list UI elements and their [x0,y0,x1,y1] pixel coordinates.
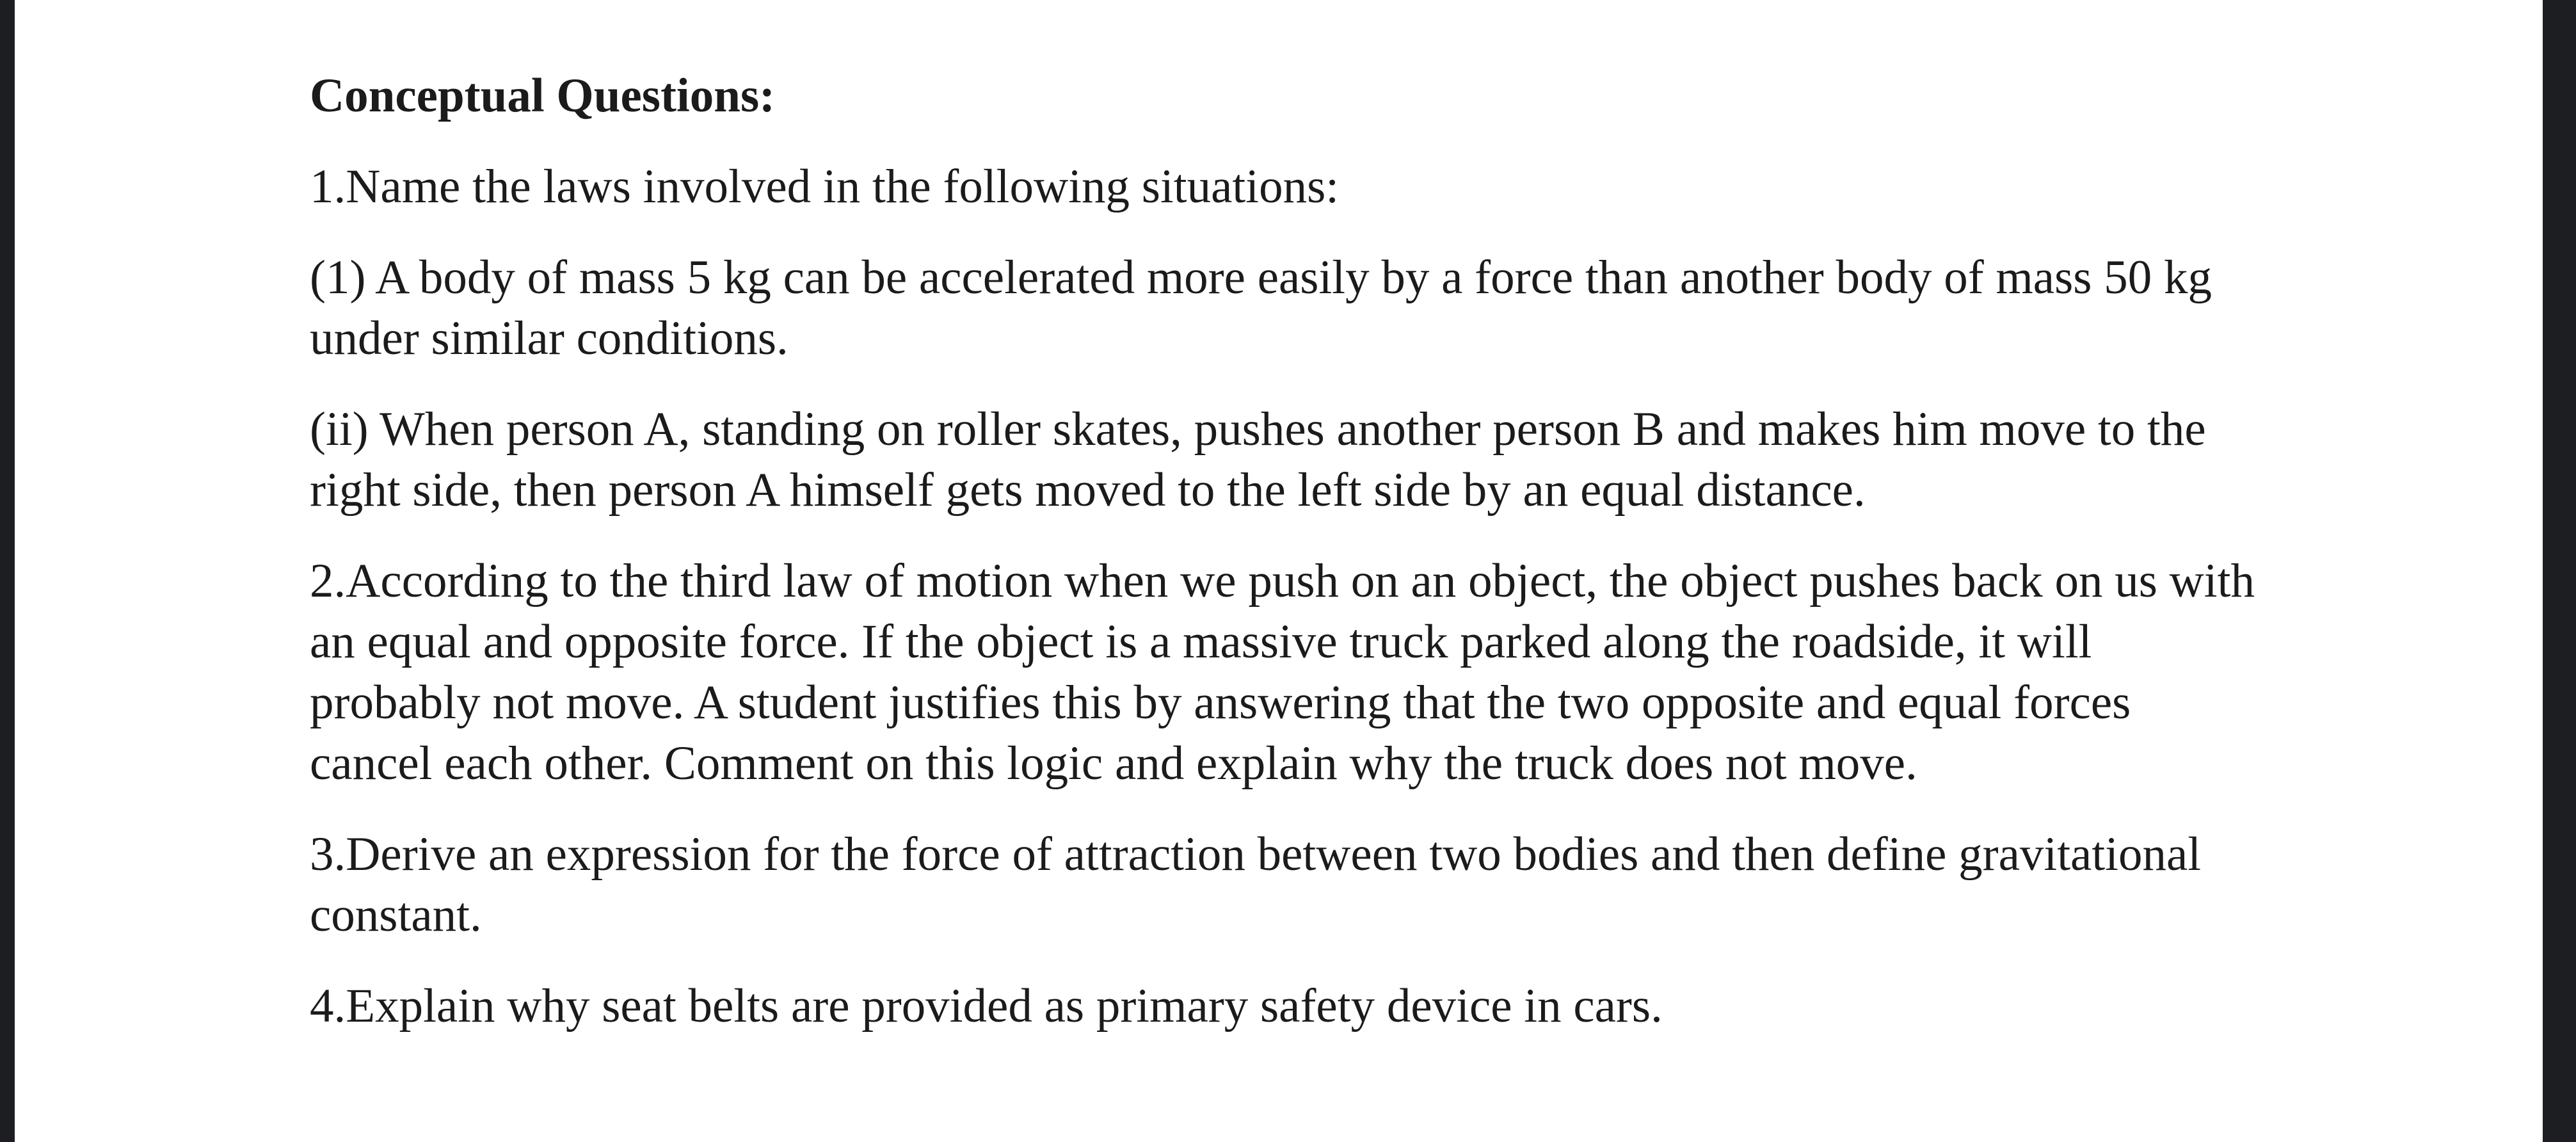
page-content [310,65,2262,1066]
question-4: 4.Explain why seat belts are provided as primary safety device in cars. [310,979,1663,1033]
question-1: 1.Name the laws involved in the following situations: [310,160,1340,213]
section-heading: Conceptual Questions: [310,69,776,122]
question-1-part-1: (1) A body of mass 5 kg can be accelerated more easily by a force than another body of mass 50 kg under similar conditions. [310,251,2212,365]
question-1-part-2: (ii) When person A, standing on roller skates, pushes another person B and makes him move to the right side, then person A himself gets moved to the left side by an equal distance. [310,403,2206,517]
question-2: 2.According to the third law of motion when we push on an object, the object pushes back on us with an equal and opposite force. If the object is a massive truck parked along the roadside, it will probably not move. A student justifies this by answering that the two opposite and equal forces cancel each other. Comment on this logic and explain why the truck does not move. [310,554,2255,790]
document-page [15,0,2543,1142]
question-3: 3.Derive an expression for the force of attraction between two bodies and then define gravitational constant. [310,828,2202,942]
